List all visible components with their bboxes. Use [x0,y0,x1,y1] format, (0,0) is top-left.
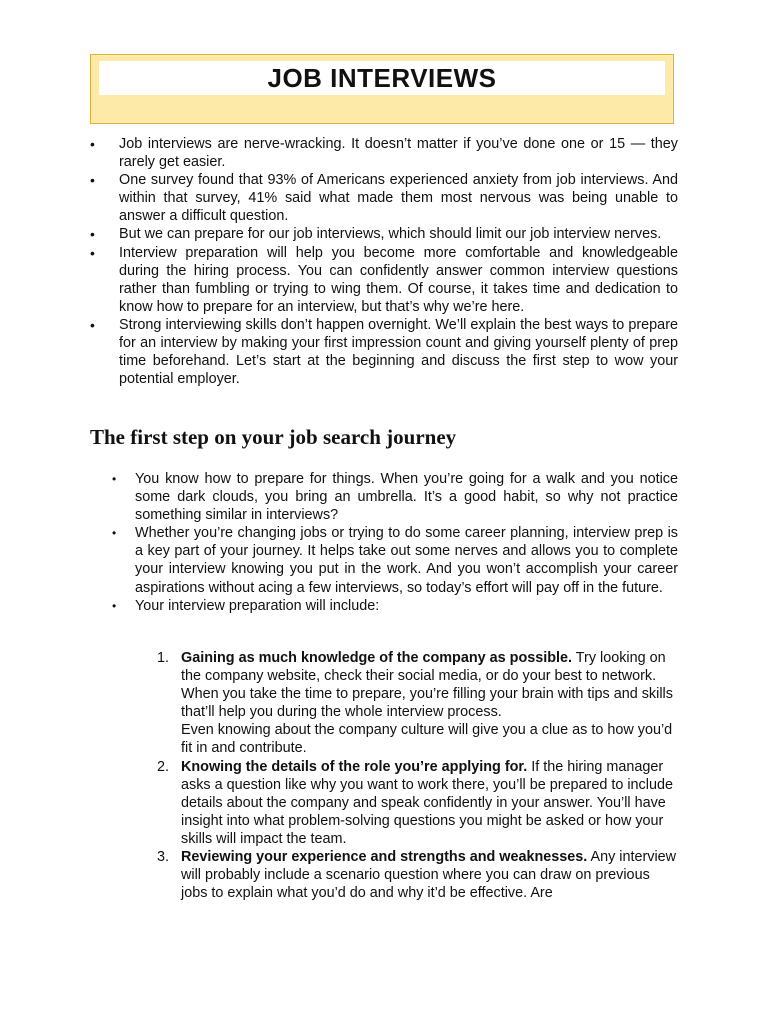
step-item [157,848,679,902]
step-number: 3. [157,849,170,866]
step-text: Any interview will probably include a scenario question where you can draw on previous jobs to explain what you’d do and why it’d be effective. Are [181,849,677,902]
section-heading: The first step on your job search journey [90,425,457,449]
intro-bullet: • Interview preparation will help you become more comfortable and knowledgeable during the hiring process. You can confidently answer common interview questions rather than fumbling or trying to wing them. Of course, it takes time and dedication to know how to prepare for an interview, but that’s why we’re here. [90,244,678,316]
step-extra: Even knowing about the company culture will give you a clue as to how you’d fit in and contribute. [181,722,673,757]
step-lead: Knowing the details of the role you’re applying for. [181,758,528,775]
preparation-steps-list [157,649,679,902]
section-bullet: • Whether you’re changing jobs or trying to do some career planning, interview prep is a key part of your journey. It helps take out some nerves and allows you to complete your interview knowing you put in the work. And you won’t accomplish your career aspirations without acing a few interviews, so today’s effort will pay off in the future. [112,524,678,596]
step-item [157,649,679,758]
section-bullet: • Your interview preparation will include: [112,597,678,615]
step-text: If the hiring manager asks a question like why you want to work there, you’ll be prepared to include details about the company and speak confidently in your answer. You’ll have insight into what problem-solving questions you might be asked or how your skills will impact the team. [181,758,673,847]
intro-bullet: • Job interviews are nerve-wracking. It doesn’t matter if you’ve done one or 15 — they rarely get easier. [90,135,678,171]
intro-bullet: • But we can prepare for our job interviews, which should limit our job interview nerves. [90,225,678,243]
page-title: JOB INTERVIEWS [267,62,497,93]
step-number: 1. [157,650,170,666]
intro-bullet: • One survey found that 93% of Americans experienced anxiety from job interviews. And within that survey, 41% said what made them most nervous was being unable to answer a difficult question. [90,171,678,225]
title-banner-inner [99,61,665,95]
step-number: 2. [157,758,170,775]
step-lead: Gaining as much knowledge of the company as possible. [181,650,573,666]
intro-bullet: • Strong interviewing skills don’t happen overnight. We’ll explain the best ways to prepare for an interview by making your first impression count and giving yourself plenty of prep time beforehand. Let’s start at the beginning and discuss the first step to wow your potential employer. [90,316,678,388]
intro-bullet-list [90,135,678,388]
step-text: Try looking on the company website, check their social media, or do your best to network. When you take the time to prepare, you’re filling your brain with tips and skills that’ll help you during the whole interview process. [181,650,673,721]
title-banner [90,54,674,124]
step-item [157,758,679,848]
step-lead: Reviewing your experience and strengths and weaknesses. [181,849,588,866]
section-bullet-list [112,470,678,615]
section-bullet: • You know how to prepare for things. When you’re going for a walk and you notice some dark clouds, you bring an umbrella. It’s a good habit, so why not practice something similar in interviews? [112,470,678,524]
